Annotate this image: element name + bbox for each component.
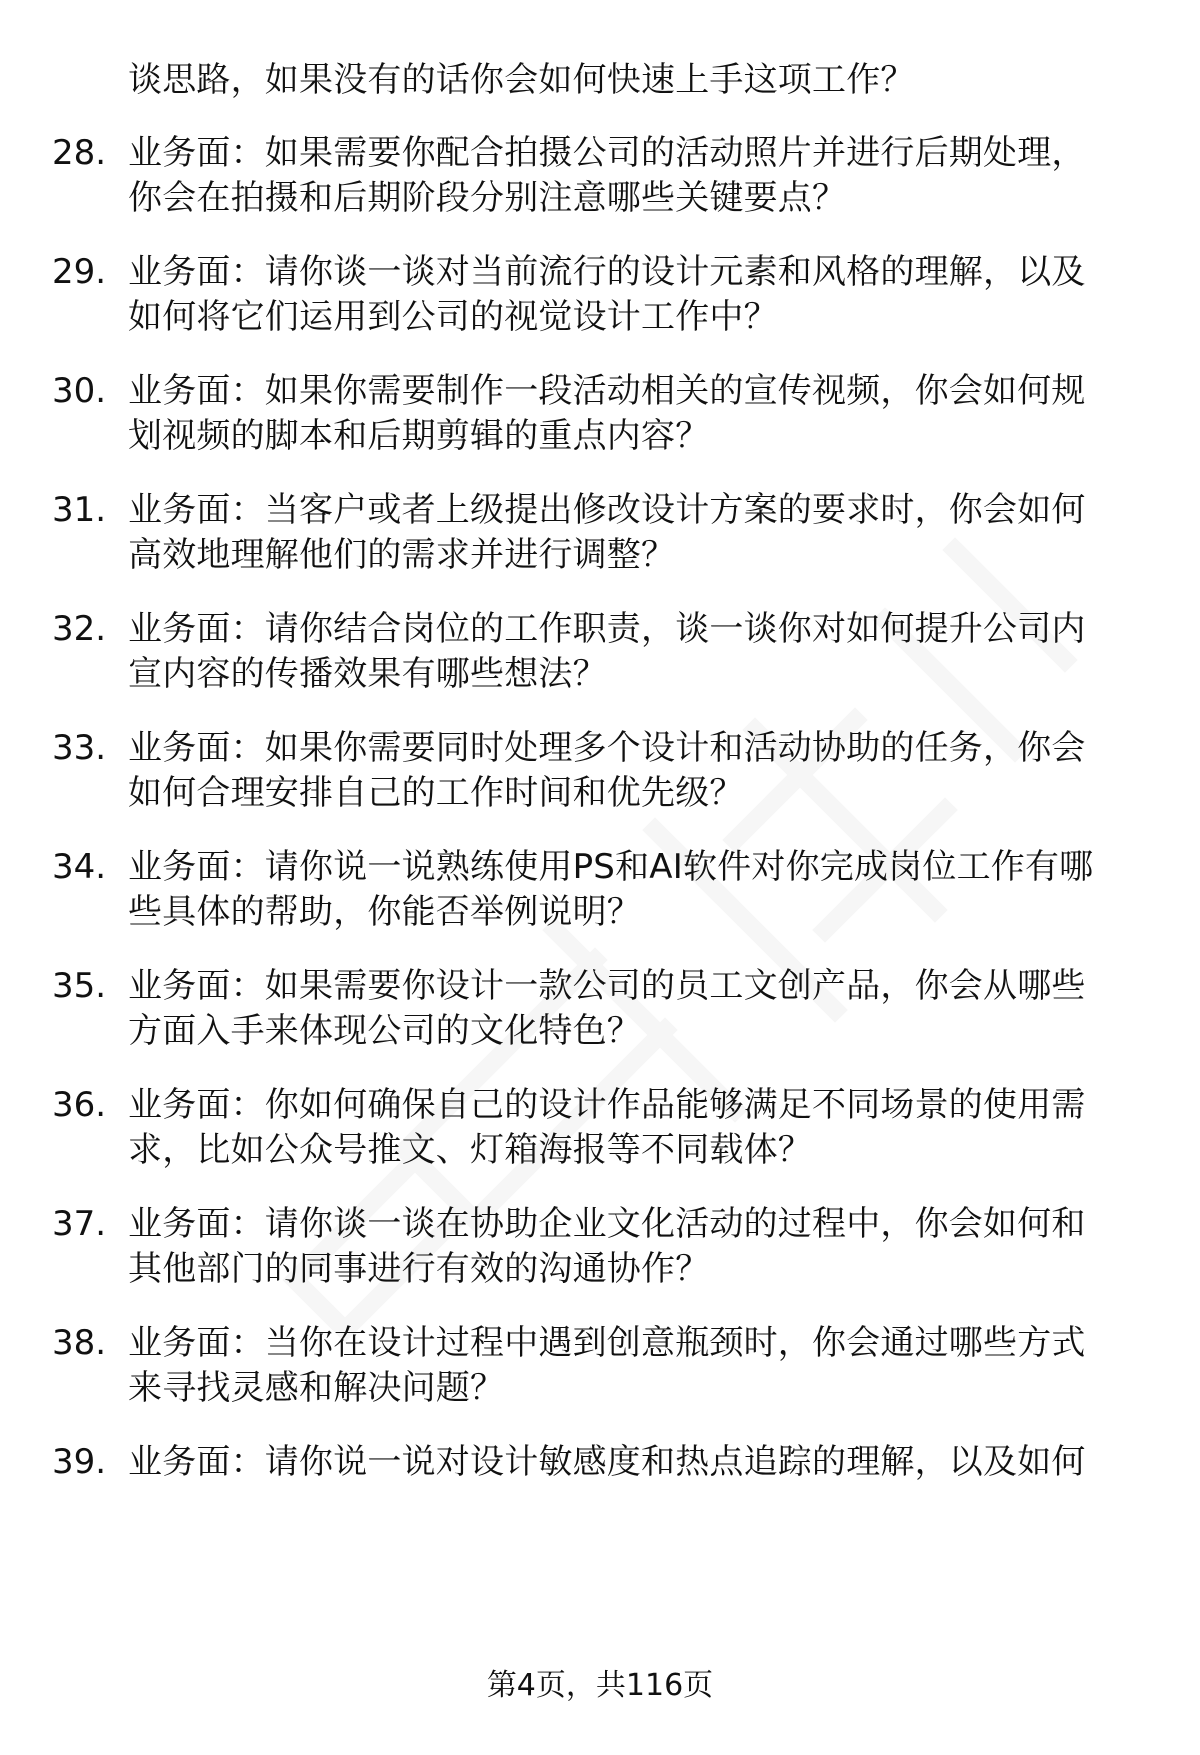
question-line: 宣内容的传播效果有哪些想法？ [128, 654, 607, 694]
question-number: 31. [52, 490, 107, 530]
question-line: 业务面：当你在设计过程中遇到创意瓶颈时，你会通过哪些方式 [128, 1323, 1086, 1363]
question-number: 34. [52, 847, 107, 887]
question-line: 如何将它们运用到公司的视觉设计工作中？ [128, 297, 778, 337]
question-number: 38. [52, 1323, 107, 1363]
question-line: 如何合理安排自己的工作时间和优先级？ [128, 773, 744, 813]
question-line: 些具体的帮助，你能否举例说明？ [128, 892, 641, 932]
question-number: 29. [52, 252, 107, 292]
question-line: 业务面：当客户或者上级提出修改设计方案的要求时，你会如何 [128, 490, 1086, 530]
question-line: 业务面：如果需要你配合拍摄公司的活动照片并进行后期处理， [128, 133, 1086, 173]
question-number: 36. [52, 1085, 107, 1125]
page-footer: 第4页，共116页 [486, 1668, 714, 1703]
question-line: 划视频的脚本和后期剪辑的重点内容？ [128, 416, 710, 456]
question-line: 方面入手来体现公司的文化特色？ [128, 1011, 641, 1051]
question-number: 30. [52, 371, 107, 411]
question-line: 业务面：如果你需要制作一段活动相关的宣传视频，你会如何规 [128, 371, 1086, 411]
question-line: 你会在拍摄和后期阶段分别注意哪些关键要点？ [128, 178, 847, 218]
question-line: 其他部门的同事进行有效的沟通协作？ [128, 1249, 710, 1289]
question-line: 高效地理解他们的需求并进行调整？ [128, 535, 676, 575]
question-number: 35. [52, 966, 107, 1006]
question-line: 业务面：请你谈一谈对当前流行的设计元素和风格的理解，以及 [128, 252, 1086, 292]
question-number: 37. [52, 1204, 107, 1244]
question-number: 32. [52, 609, 107, 649]
question-line: 业务面：如果你需要同时处理多个设计和活动协助的任务，你会 [128, 728, 1086, 768]
question-line: 业务面：请你谈一谈在协助企业文化活动的过程中，你会如何和 [128, 1204, 1086, 1244]
question-line: 业务面：如果需要你设计一款公司的员工文创产品，你会从哪些 [128, 966, 1086, 1006]
question-line: 来寻找灵感和解决问题？ [128, 1368, 505, 1408]
question-line: 业务面：请你说一说对设计敏感度和热点追踪的理解，以及如何 [128, 1442, 1086, 1482]
question-line: 业务面：请你结合岗位的工作职责，谈一谈你对如何提升公司内 [128, 609, 1086, 649]
question-line: 业务面：你如何确保自己的设计作品能够满足不同场景的使用需 [128, 1085, 1086, 1125]
question-line: 求，比如公众号推文、灯箱海报等不同载体？ [128, 1130, 812, 1170]
question-line: 业务面：请你说一说熟练使用PS和AI软件对你完成岗位工作有哪 [128, 847, 1094, 887]
question-number: 28. [52, 133, 107, 173]
question-number: 39. [52, 1442, 107, 1482]
question-number: 33. [52, 728, 107, 768]
intro-line: 谈思路，如果没有的话你会如何快速上手这项工作？ [128, 60, 915, 100]
